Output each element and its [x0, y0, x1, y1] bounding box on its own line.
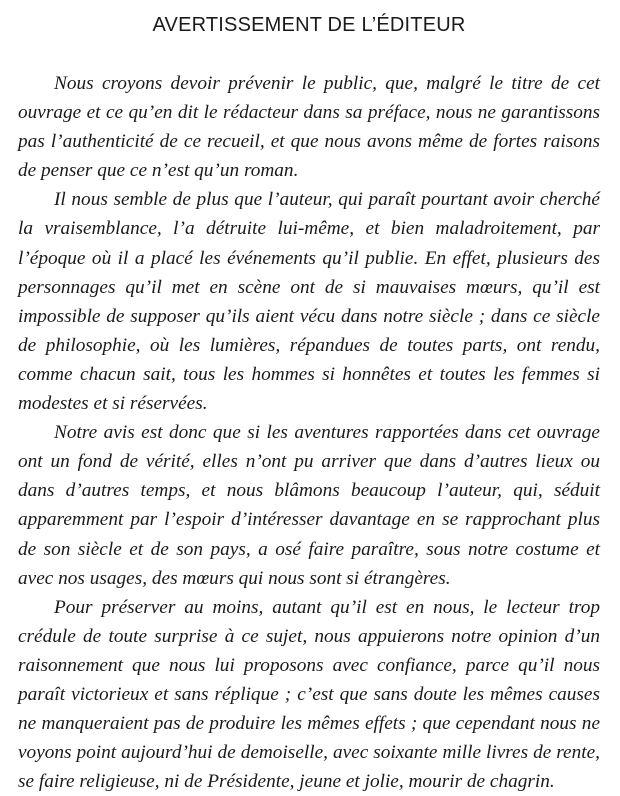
page-title: AVERTISSEMENT DE L’ÉDITEUR — [152, 14, 466, 36]
paragraph-4: Pour préserver au moins, autant qu’il est en nous, le lecteur trop crédule de toute surprise à ce sujet, nous appuierons notre opinion d’un raisonnement que nous lui proposons avec confiance, parce qu’il nous paraît victorieux et sans réplique ; c’est que sans doute les mêmes causes ne manqueraient pas de produire les mêmes effets ; que cependant nous ne voyons point aujourd’hui de demoiselle, avec soixante mille livres de rente, se faire religieuse, ni de Présidente, jeune et jolie, mourir de chagrin. — [18, 596, 600, 793]
paragraph-2: Il nous semble de plus que l’auteur, qui paraît pourtant avoir cherché la vraisemblance, l’a détruite lui-même, et bien maladroitement, par l’époque où il a placé les événements qu’il publie. En effet, plusieurs des personnages qu’il met en scène ont de si mauvaises mœurs, qu’il est impossible de supposer qu’ils aient vécu dans notre siècle ; dans ce siècle de philosophie, où les lumières, répandues de toutes parts, ont rendu, comme chacun sait, tous les hommes si honnêtes et toutes les femmes si modestes et si réservées. — [18, 189, 600, 415]
paragraph-3: Notre avis est donc que si les aventures rapportées dans cet ouvrage ont un fond de vérité, elles n’ont pu arriver que dans d’autres lieux ou dans d’autres temps, et nous blâmons beaucoup l’auteur, qui, séduit apparemment par l’espoir d’intéresser davantage en se rapprochant plus de son siècle et de son pays, a osé faire paraître, sous notre costume et avec nos usages, des mœurs qui nous sont si étrangères. — [18, 422, 600, 589]
paragraph-1: Nous croyons devoir prévenir le public, que, malgré le titre de cet ouvrage et ce qu’en dit le rédacteur dans sa préface, nous ne garantissons pas l’authenticité de ce recueil, et que nous avons même de fortes raisons de penser que ce n’est qu’un roman. — [18, 73, 600, 182]
